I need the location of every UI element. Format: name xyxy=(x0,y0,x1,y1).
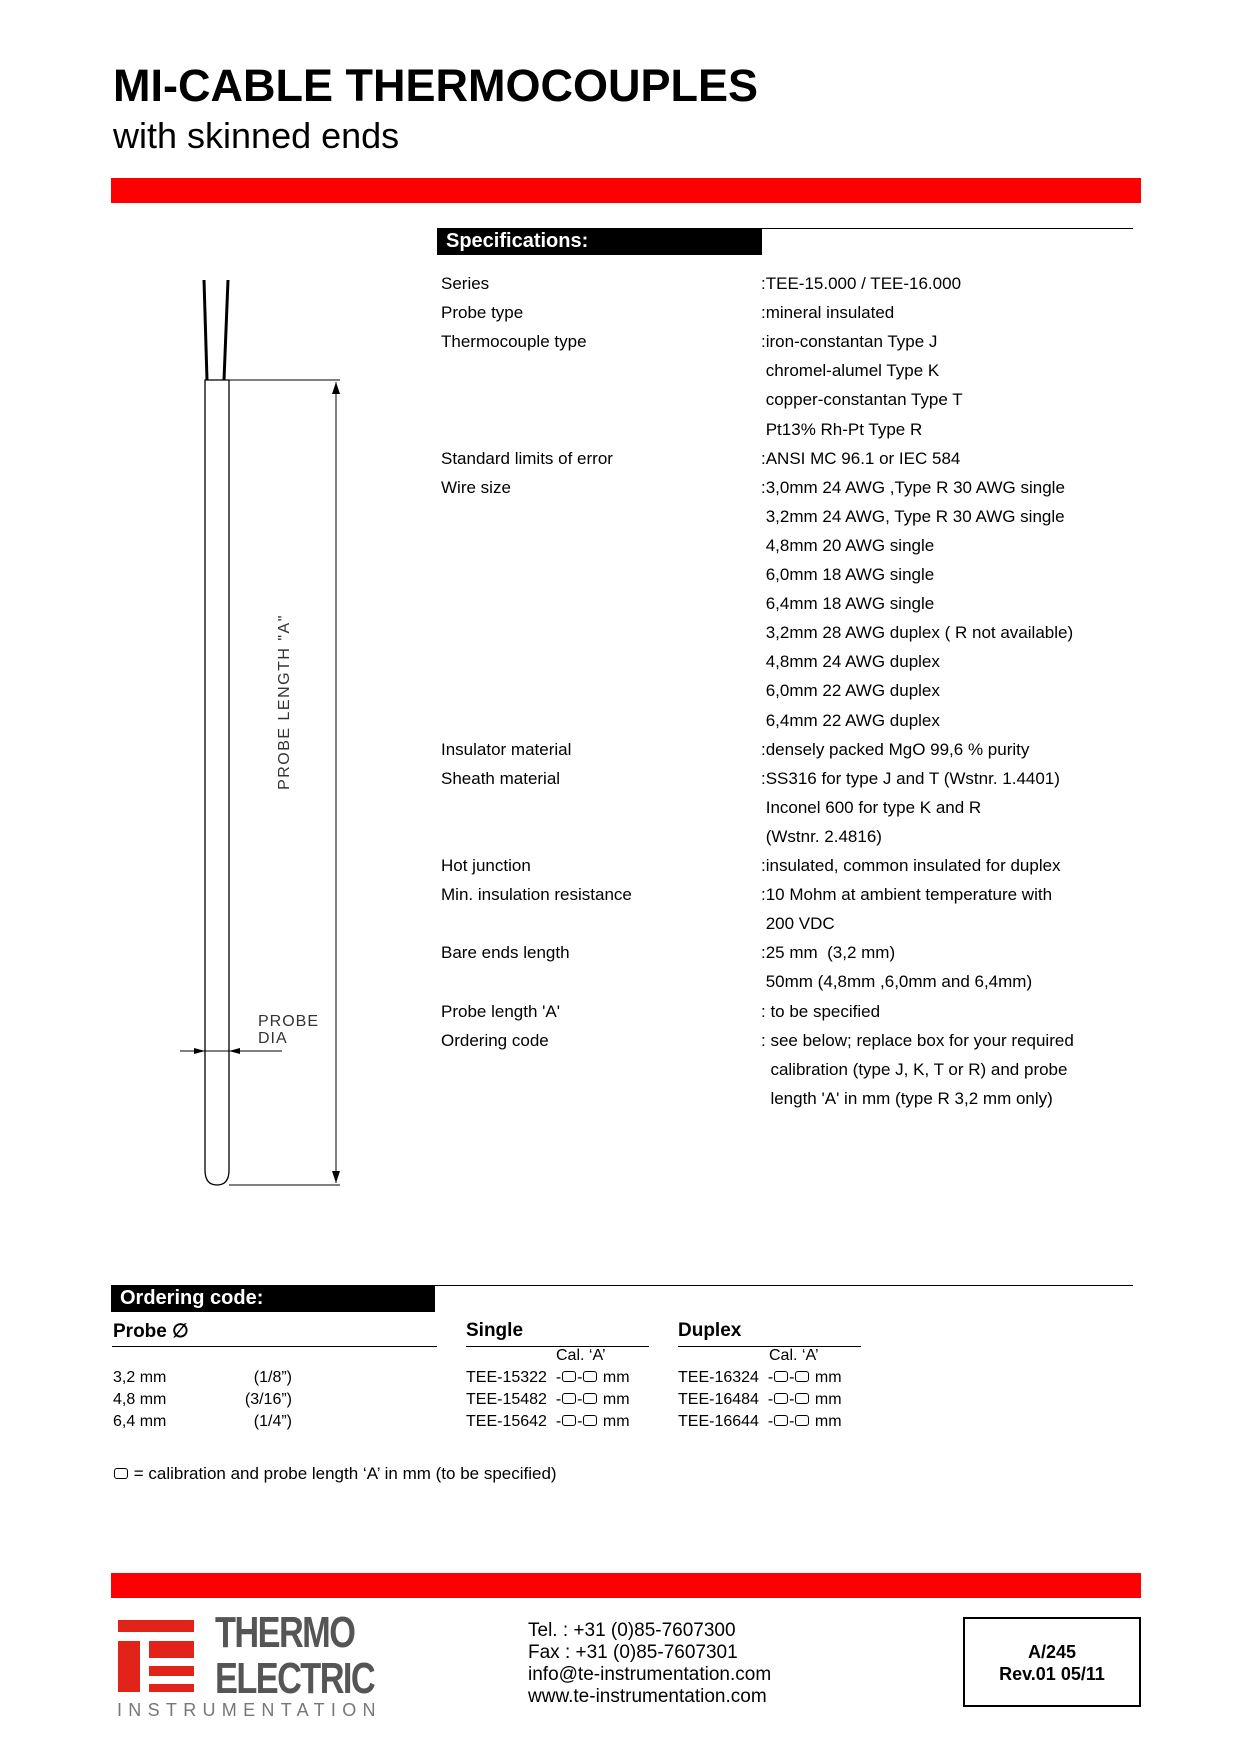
probe-size-inch: (3/16”) xyxy=(244,1391,292,1408)
length-box-icon xyxy=(583,1371,597,1382)
col-duplex-header: Duplex xyxy=(678,1320,742,1341)
unit-label: mm xyxy=(598,1391,630,1408)
single-code: TEE-15322 xyxy=(466,1369,547,1386)
unit-label: mm xyxy=(810,1413,842,1430)
document-code: A/245 xyxy=(1027,1642,1077,1662)
cal-box-icon xyxy=(774,1393,788,1404)
spec-label: Insulator material xyxy=(441,740,572,759)
spec-value: :SS316 for type J and T (Wstnr. 1.4401) xyxy=(761,769,1060,788)
probe-size: 4,8 mm xyxy=(113,1391,167,1408)
probe-header-rule xyxy=(112,1346,437,1347)
page-subtitle: with skinned ends xyxy=(113,115,400,156)
unit-label: mm xyxy=(598,1413,630,1430)
unit-label: mm xyxy=(598,1369,630,1386)
unit-label: mm xyxy=(810,1391,842,1408)
contact-fax: Fax : +31 (0)85-7607301 xyxy=(528,1642,738,1663)
single-row: TEE-15322 - - mm xyxy=(466,1369,630,1386)
spec-label: Sheath material xyxy=(441,769,561,788)
ordering-heading: Ordering code: xyxy=(111,1285,435,1312)
contact-tel: Tel. : +31 (0)85-7607300 xyxy=(528,1620,736,1641)
probe-dia-label xyxy=(258,1013,319,1047)
wire-left xyxy=(204,280,207,380)
single-row: TEE-15482 - - mm xyxy=(466,1391,630,1408)
spec-value: copper-constantan Type T xyxy=(761,390,963,409)
spec-value: 4,8mm 20 AWG single xyxy=(761,536,935,555)
duplex-code: TEE-16324 xyxy=(678,1369,759,1386)
cal-box-icon xyxy=(562,1415,576,1426)
spec-value: Pt13% Rh-Pt Type R xyxy=(761,420,923,439)
duplex-row: TEE-16324 - - mm xyxy=(678,1369,842,1386)
contact-web[interactable]: www.te-instrumentation.com xyxy=(528,1686,767,1707)
spec-label: Probe type xyxy=(441,303,524,322)
single-cal-label: Cal. ‘A’ xyxy=(556,1347,606,1364)
probe-size: 3,2 mm xyxy=(113,1369,167,1386)
spec-label: Hot junction xyxy=(441,856,531,875)
cal-box-icon xyxy=(774,1415,788,1426)
logo-thermo: THERMO xyxy=(215,1608,355,1657)
spec-value: :insulated, common insulated for duplex xyxy=(761,856,1061,875)
spec-value: Inconel 600 for type K and R xyxy=(761,798,982,817)
length-box-icon xyxy=(583,1393,597,1404)
spec-label: Min. insulation resistance xyxy=(441,885,632,904)
spec-value: 6,4mm 22 AWG duplex xyxy=(761,711,940,730)
probe-dia-line2: DIA xyxy=(258,1030,288,1047)
spec-label: Thermocouple type xyxy=(441,332,587,351)
probe-size-inch: (1/8”) xyxy=(253,1369,292,1386)
spec-value: 6,4mm 18 AWG single xyxy=(761,594,935,613)
ordering-rule xyxy=(435,1285,1133,1286)
unit-label: mm xyxy=(810,1369,842,1386)
col-probe-header: Probe ∅ xyxy=(113,1321,189,1342)
spec-value: 50mm (4,8mm ,6,0mm and 6,4mm) xyxy=(761,972,1033,991)
duplex-row: TEE-16484 - - mm xyxy=(678,1391,842,1408)
top-red-bar xyxy=(111,178,1141,203)
spec-value: length 'A' in mm (type R 3,2 mm only) xyxy=(761,1089,1053,1108)
page-title: MI-CABLE THERMOCOUPLES xyxy=(113,60,758,111)
spec-value: :densely packed MgO 99,6 % purity xyxy=(761,740,1030,759)
single-code: TEE-15482 xyxy=(466,1391,547,1408)
probe-dia-line1: PROBE xyxy=(258,1013,320,1030)
spec-label: Bare ends length xyxy=(441,943,570,962)
wire-right xyxy=(224,280,228,380)
spec-label: Standard limits of error xyxy=(441,449,613,468)
spec-value: : see below; replace box for your required xyxy=(761,1031,1074,1050)
contact-email[interactable]: info@te-instrumentation.com xyxy=(528,1664,772,1685)
length-box-icon xyxy=(795,1371,809,1382)
spec-value: 6,0mm 18 AWG single xyxy=(761,565,935,584)
spec-value: calibration (type J, K, T or R) and probe xyxy=(761,1060,1068,1079)
single-code: TEE-15642 xyxy=(466,1413,547,1430)
spec-value: 200 VDC xyxy=(761,914,835,933)
probe-length-label: PROBE LENGTH "A" xyxy=(276,614,293,790)
box-legend-text: = calibration and probe length ‘A’ in mm (to be specified) xyxy=(129,1464,557,1483)
spec-value: :TEE-15.000 / TEE-16.000 xyxy=(761,274,962,293)
length-box-icon xyxy=(583,1415,597,1426)
probe-size: 6,4 mm xyxy=(113,1413,167,1430)
single-row: TEE-15642 - - mm xyxy=(466,1413,630,1430)
spec-label: Probe length 'A' xyxy=(441,1002,560,1021)
box-legend xyxy=(113,1464,557,1484)
cal-box-icon xyxy=(774,1371,788,1382)
spec-label: Series xyxy=(441,274,490,293)
col-single-header: Single xyxy=(466,1320,524,1341)
probe-size-inch: (1/4”) xyxy=(253,1413,292,1430)
spec-value: :25 mm (3,2 mm) xyxy=(761,943,896,962)
duplex-code: TEE-16484 xyxy=(678,1391,759,1408)
length-box-icon xyxy=(795,1393,809,1404)
spec-label: Wire size xyxy=(441,478,511,497)
specifications-rule xyxy=(762,228,1133,229)
bottom-red-bar xyxy=(111,1573,1141,1598)
spec-value: :mineral insulated xyxy=(761,303,895,322)
length-box-icon xyxy=(795,1415,809,1426)
document-revision: Rev.01 05/11 xyxy=(999,1664,1105,1684)
spec-label: Ordering code xyxy=(441,1031,549,1050)
document-code-box xyxy=(963,1617,1141,1707)
cal-box-icon xyxy=(562,1393,576,1404)
te-logo-icon xyxy=(118,1620,194,1692)
spec-value: :3,0mm 24 AWG ,Type R 30 AWG single xyxy=(761,478,1065,497)
specifications-heading: Specifications: xyxy=(437,228,762,255)
spec-value: 3,2mm 24 AWG, Type R 30 AWG single xyxy=(761,507,1065,526)
probe-sheath xyxy=(205,380,229,1185)
placeholder-box-icon xyxy=(114,1468,128,1479)
spec-value: :ANSI MC 96.1 or IEC 584 xyxy=(761,449,961,468)
spec-value: :iron-constantan Type J xyxy=(761,332,938,351)
logo-instrumentation: INSTRUMENTATION xyxy=(117,1700,382,1720)
cal-box-icon xyxy=(562,1371,576,1382)
spec-value: chromel-alumel Type K xyxy=(761,361,940,380)
spec-value: : to be specified xyxy=(761,1002,881,1021)
spec-value: (Wstnr. 2.4816) xyxy=(761,827,882,846)
spec-value: 6,0mm 22 AWG duplex xyxy=(761,681,940,700)
spec-value: 4,8mm 24 AWG duplex xyxy=(761,652,940,671)
logo-electric: ELECTRIC xyxy=(215,1654,375,1703)
duplex-cal-label: Cal. ‘A’ xyxy=(769,1347,819,1364)
duplex-code: TEE-16644 xyxy=(678,1413,759,1430)
spec-value: 3,2mm 28 AWG duplex ( R not available) xyxy=(761,623,1074,642)
spec-value: :10 Mohm at ambient temperature with xyxy=(761,885,1053,904)
duplex-row: TEE-16644 - - mm xyxy=(678,1413,842,1430)
